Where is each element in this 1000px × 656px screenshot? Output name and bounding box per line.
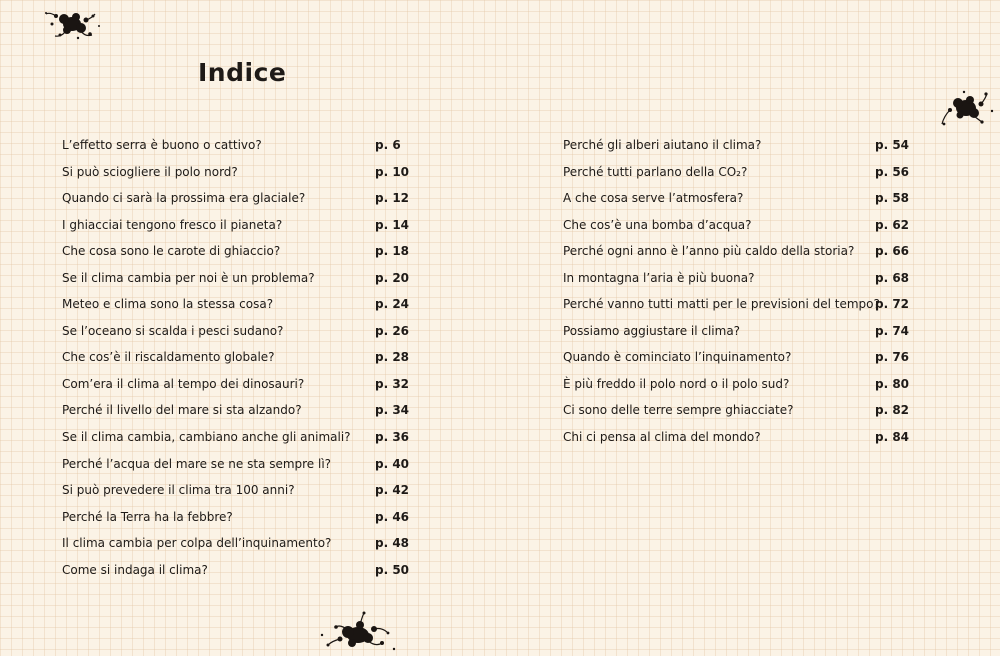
toc-question: Si può sciogliere il polo nord? (62, 164, 238, 179)
toc-entry (62, 557, 410, 584)
toc-question: Il clima cambia per colpa dell’inquinamento? (62, 536, 332, 551)
toc-entry (563, 132, 908, 159)
toc-question: Se l’oceano si scalda i pesci sudano? (62, 323, 284, 338)
toc-entry (563, 185, 908, 212)
toc-question: Che cos’è il riscaldamento globale? (62, 350, 275, 365)
toc-question: Chi ci pensa al clima del mondo? (563, 430, 761, 445)
toc-page-number: p. 18 (375, 244, 410, 259)
toc-question: Meteo e clima sono la stessa cosa? (62, 297, 274, 312)
toc-question: Quando ci sarà la prossima era glaciale? (62, 191, 306, 206)
toc-page-number: p. 34 (375, 403, 410, 418)
toc-page-number: p. 42 (375, 483, 410, 498)
toc-entry (62, 530, 410, 557)
toc-page-number: p. 68 (875, 270, 910, 285)
toc-entry (62, 318, 410, 345)
toc-entry (62, 344, 410, 371)
toc-entry (563, 265, 908, 292)
toc-question: Possiamo aggiustare il clima? (563, 323, 741, 338)
toc-question: I ghiacciai tengono fresco il pianeta? (62, 217, 283, 232)
toc-page-number: p. 48 (375, 536, 410, 551)
toc-page-number: p. 36 (375, 430, 410, 445)
toc-entry (62, 477, 410, 504)
toc-question: Perché ogni anno è l’anno più caldo della storia? (563, 244, 855, 259)
toc-page-number: p. 26 (375, 323, 410, 338)
page-title: Indice (198, 58, 287, 87)
toc-page-number: p. 12 (375, 191, 410, 206)
toc-page-number: p. 40 (375, 456, 410, 471)
toc-entry (62, 185, 410, 212)
toc-page-number: p. 32 (375, 376, 410, 391)
toc-question: A che cosa serve l’atmosfera? (563, 191, 744, 206)
toc-question: Si può prevedere il clima tra 100 anni? (62, 483, 295, 498)
toc-entry (62, 424, 410, 451)
toc-entry (62, 159, 410, 186)
toc-entry (563, 397, 908, 424)
toc-question: Perché il livello del mare si sta alzando? (62, 403, 302, 418)
toc-entry (563, 212, 908, 239)
toc-page-number: p. 10 (375, 164, 410, 179)
toc-page-number: p. 84 (875, 430, 910, 445)
toc-entry (62, 397, 410, 424)
toc-question: Perché vanno tutti matti per le previsioni del tempo? (563, 297, 880, 312)
toc-question: L’effetto serra è buono o cattivo? (62, 138, 262, 152)
toc-question: Perché tutti parlano della CO₂? (563, 164, 748, 179)
toc-question: In montagna l’aria è più buona? (563, 270, 755, 285)
toc-page-number: p. 74 (875, 323, 910, 338)
toc-entry (62, 504, 410, 531)
toc-page-number: p. 24 (375, 297, 410, 312)
toc-entry (62, 265, 410, 292)
toc-question: Perché la Terra ha la febbre? (62, 509, 233, 524)
toc-entry (62, 291, 410, 318)
toc-page-number: p. 28 (375, 350, 410, 365)
toc-question: Perché gli alberi aiutano il clima? (563, 138, 762, 152)
toc-page-number: p. 50 (375, 562, 410, 577)
toc-page-number: p. 72 (875, 297, 910, 312)
toc-page-number: p. 80 (875, 376, 910, 391)
toc-question: È più freddo il polo nord o il polo sud? (563, 376, 790, 391)
toc-list-right (563, 132, 908, 451)
toc-list-left (62, 132, 410, 583)
toc-entry (563, 238, 908, 265)
toc-page-number: p. 58 (875, 191, 910, 206)
toc-question: Che cos’è una bomba d’acqua? (563, 217, 752, 232)
toc-entry (563, 424, 908, 451)
toc-page-number: p. 20 (375, 270, 410, 285)
toc-page-number: p. 66 (875, 244, 910, 259)
toc-entry (62, 132, 407, 159)
toc-question: Se il clima cambia per noi è un problema? (62, 270, 315, 285)
toc-page-number: p. 46 (375, 509, 410, 524)
toc-entry (62, 371, 410, 398)
toc-entry (563, 291, 908, 318)
toc-page-number: p. 62 (875, 217, 910, 232)
toc-entry (563, 371, 908, 398)
toc-page-number: p. 54 (875, 138, 910, 152)
toc-entry (62, 451, 410, 478)
toc-question: Com’era il clima al tempo dei dinosauri? (62, 376, 305, 391)
toc-question: Come si indaga il clima? (62, 562, 208, 577)
toc-page-number: p. 82 (875, 403, 910, 418)
toc-question: Che cosa sono le carote di ghiaccio? (62, 244, 281, 259)
toc-entry (62, 238, 410, 265)
toc-entry (62, 212, 410, 239)
toc-page-number: p. 14 (375, 217, 410, 232)
toc-entry (563, 159, 908, 186)
toc-question: Quando è cominciato l’inquinamento? (563, 350, 792, 365)
toc-entry (563, 318, 908, 345)
toc-question: Perché l’acqua del mare se ne sta sempre lì? (62, 456, 332, 471)
toc-page-number: p. 6 (375, 138, 401, 152)
toc-question: Ci sono delle terre sempre ghiacciate? (563, 403, 794, 418)
toc-question: Se il clima cambia, cambiano anche gli animali? (62, 430, 351, 445)
toc-entry (563, 344, 908, 371)
toc-page-number: p. 76 (875, 350, 910, 365)
right-page (500, 0, 1000, 656)
toc-page-number: p. 56 (875, 164, 910, 179)
